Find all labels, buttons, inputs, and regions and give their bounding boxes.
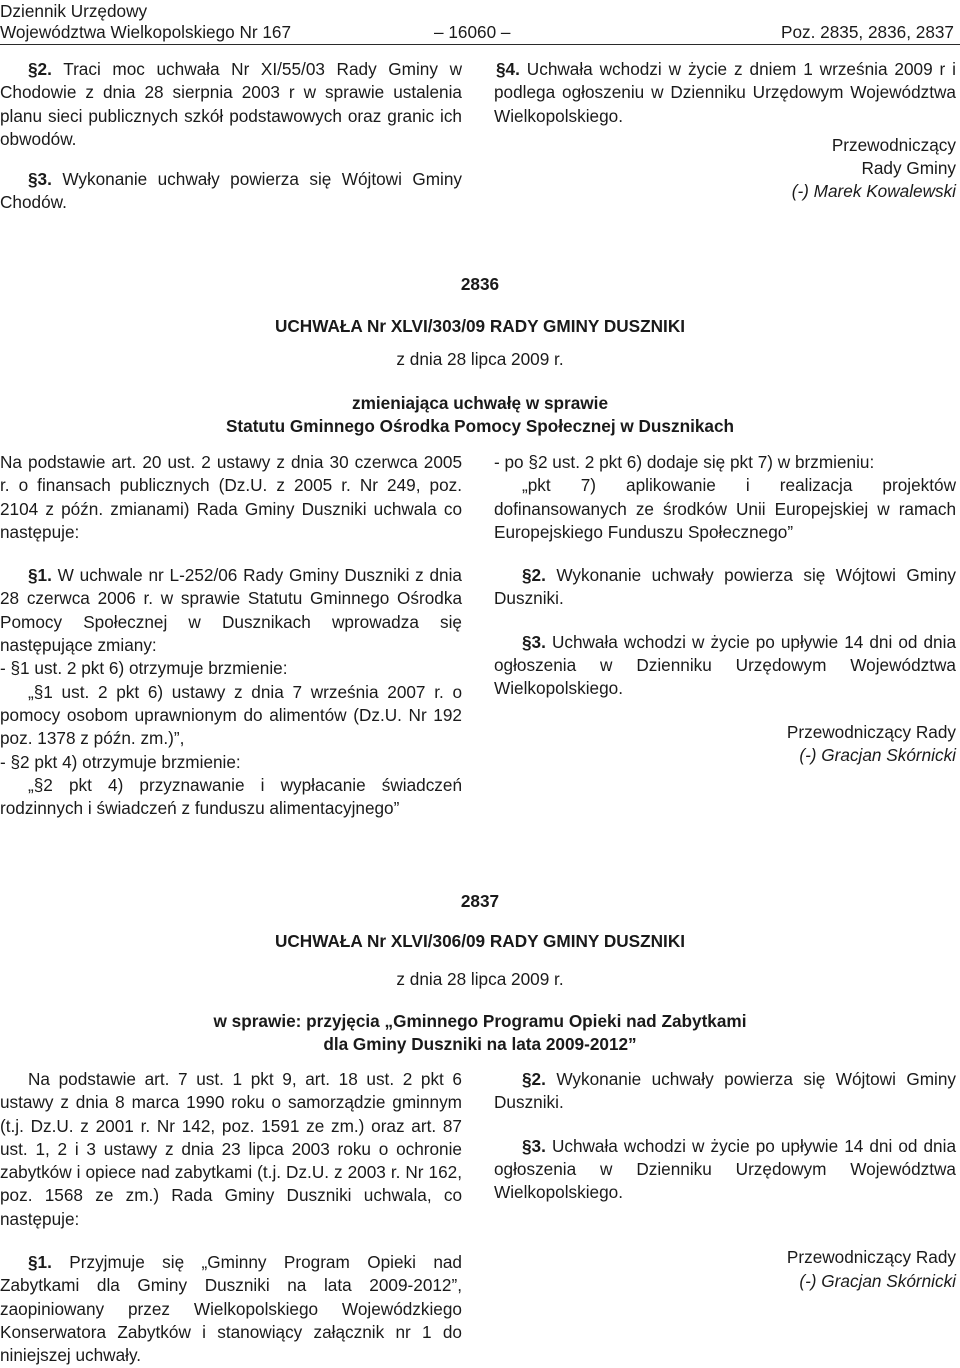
amendment-item: - §2 pkt 4) otrzymuje brzmienie: [0,751,241,772]
act-subject-line: zmieniająca uchwałę w sprawie [351,393,609,413]
signature-block [494,1246,956,1293]
paragraph-label: §2. [522,1069,546,1089]
prev-act-left-column [0,58,462,215]
signature-title-2: Rady Gminy [861,158,956,179]
preamble: Na podstawie art. 20 ust. 2 ustawy z dnia 30 czerwca 2005 r. o finansach publicznych (Dz.U. z 2005 r. Nr 249, poz. 2104 z późn. zmianami) Rada Gminy Duszniki uchwala co następuje: [0,452,462,542]
signature-name: (-) Gracjan Skórnicki [799,1270,956,1291]
prev-act-right-column [494,58,956,204]
paragraph-1 [0,1251,462,1367]
act-number: 2836 [460,274,500,294]
paragraph-label: §3. [28,169,52,190]
paragraph-3 [0,168,462,215]
signature-name: (-) Gracjan Skórnicki [799,744,956,765]
page-number: – 16060 – [434,22,511,42]
amendment-quote: „§1 ust. 2 pkt 6) ustawy z dnia 7 września 2007 r. o pomocy osobom uprawnionym do alimentów (Dz.U. Nr 192 poz. 1378 z późn. zm.)”, [0,681,462,749]
amendment-quote: „pkt 7) aplikowanie i realizacja projektów dofinansowanych ze środków Unii Europejskiej w ramach Europejskiego Funduszu Społecznego” [494,475,956,542]
paragraph-label: §1. [28,1252,52,1273]
act-2837-right-column [494,1068,956,1293]
paragraph-text: Wykonanie uchwały powierza się Wójtowi Gminy Chodów. [0,169,462,213]
signature-title: Przewodniczący [831,134,956,155]
paragraph-label: §4. [496,59,520,79]
signature-block [494,721,956,768]
paragraph-label: §2. [522,565,546,586]
act-subject-line: dla Gminy Duszniki na lata 2009-2012” [323,1034,637,1055]
signature-title: Przewodniczący Rady [786,1247,956,1268]
paragraph-text: Wykonanie uchwały powierza się Wójtowi Gminy Duszniki. [494,565,956,609]
paragraph-text: Uchwała wchodzi w życie po upływie 14 dni od dnia ogłoszenia w Dzienniku Urzędowym Województwa Wielkopolskiego. [494,1135,956,1203]
amendment-item: - §1 ust. 2 pkt 6) otrzymuje brzmienie: [0,658,288,679]
paragraph-3 [494,1135,956,1205]
act-subject-line: Statutu Gminnego Ośrodka Pomocy Społecznej w Dusznikach [225,416,735,437]
amendment-quote: „§2 pkt 4) przyznawanie i wypłacanie świadczeń rodzinnych i świadczeń z funduszu alimentacyjnego” [0,774,462,819]
act-subject [0,392,960,439]
paragraph-label: §3. [522,631,546,652]
paragraph-text: W uchwale nr L-252/06 Rady Gminy Duszniki z dnia 28 czerwca 2006 r. w sprawie Statutu Gminnego Ośrodka Pomocy Społecznej w Dusznikach wprowadza się następujące zmiany: [0,565,462,656]
act-2836-left-column [0,451,462,820]
signature-title: Przewodniczący Rady [786,721,956,742]
paragraph-3 [494,631,956,701]
act-title: UCHWAŁA Nr XLVI/306/09 RADY GMINY DUSZNIKI [274,931,686,951]
act-date: z dnia 28 lipca 2009 r. [396,349,564,369]
paragraph-text: Traci moc uchwała Nr XI/55/03 Rady Gminy w Chodowie z dnia 28 sierpnia 2003 r w sprawie ustalenia planu sieci publicznych szkół podstawowych oraz granic ich obwodów. [0,59,462,149]
amendment-item: - po §2 ust. 2 pkt 6) dodaje się pkt 7) w brzmieniu: [494,452,875,472]
act-subject [0,1010,960,1057]
paragraph-text: Uchwała wchodzi w życie po upływie 14 dni od dnia ogłoszenia w Dzienniku Urzędowym Województwa Wielkopolskiego. [494,631,956,699]
page-header [0,0,960,44]
preamble: Na podstawie art. 7 ust. 1 pkt 9, art. 18 ust. 2 pkt 6 ustawy z dnia 8 marca 1990 roku o samorządzie gminnym (t.j. Dz.U. z 2001 r. Nr 142, poz. 1591 ze zm.) oraz art. 87 ust. 1, 2 i 3 ustawy z dnia 23 lipca 2003 roku o ochronie zabytków i opiece nad zabytkami (t.j. Dz.U. z 2003 r. Nr 162, poz. 1568 ze zm.) Rada Gminy Duszniki uchwala, co następuje: [0,1069,462,1229]
act-2836-right-column [494,451,956,767]
journal-name: Dziennik Urzędowy [0,1,148,21]
positions-label: Poz. 2835, 2836, 2837 [781,22,954,42]
paragraph-label: §3. [522,1135,546,1156]
paragraph-4 [494,58,956,128]
paragraph-2 [0,58,462,151]
signature-name: (-) Marek Kowalewski [791,181,956,202]
act-subject-line: w sprawie: przyjęcia „Gminnego Programu Opieki nad Zabytkami [213,1011,747,1031]
act-2837-left-column [0,1068,462,1368]
paragraph-text: Uchwała wchodzi w życie z dniem 1 września 2009 r i podlega ogłoszeniu w Dzienniku Urzędowym Województwa Wielkopolskiego. [494,59,956,126]
paragraph-label: §1. [28,565,52,586]
signature-block [494,134,956,204]
paragraph-2 [494,1068,956,1115]
paragraph-2 [494,564,956,611]
paragraph-text: Przyjmuje się „Gminny Program Opieki nad Zabytkami dla Gminy Duszniki na lata 2009-2012”, zaopiniowany przez Wielkopolskiego Wojewódzkiego Konserwatora Zabytków i stanowiący załącznik nr 1 do niniejszej uchwały. [0,1252,462,1366]
paragraph-1 [0,564,462,657]
journal-region: Województwa Wielkopolskiego Nr 167 [0,22,292,42]
paragraph-label: §2. [28,59,52,79]
act-number: 2837 [460,891,500,911]
paragraph-text: Wykonanie uchwały powierza się Wójtowi Gminy Duszniki. [494,1069,956,1113]
act-date: z dnia 28 lipca 2009 r. [396,969,564,989]
header-divider [0,44,960,45]
act-title: UCHWAŁA Nr XLVI/303/09 RADY GMINY DUSZNIKI [274,316,686,336]
